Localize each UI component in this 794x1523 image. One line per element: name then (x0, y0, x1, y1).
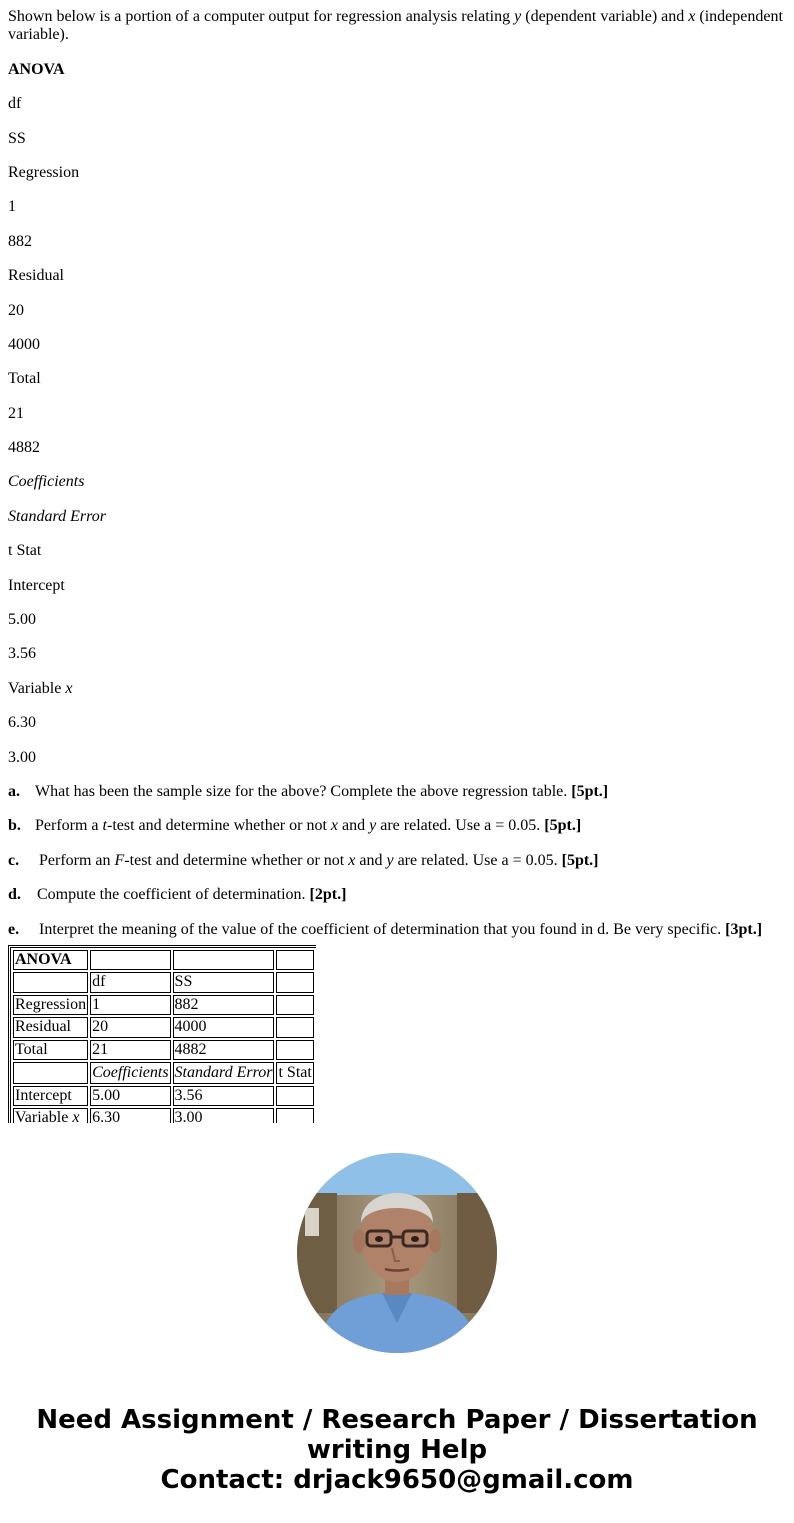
table-title: ANOVA (15, 951, 72, 968)
coefficients-line: Coefficients (8, 473, 85, 491)
anova-heading: ANOVA (8, 60, 65, 78)
tot-ss-line: 4882 (8, 439, 40, 457)
regression-table-wrapper (8, 945, 316, 1123)
footer-contact: Contact: drjack9650@gmail.com (160, 1465, 634, 1495)
variable-line: Variable x (8, 679, 73, 697)
cell-value: 4000 (173, 1017, 275, 1037)
cell-value: 4882 (173, 1040, 275, 1060)
intro-paragraph: Shown below is a portion of a computer output for regression analysis relating y (dependent variable) and x (independent variable). (8, 8, 783, 44)
cell-value: 20 (90, 1017, 170, 1037)
cell-value: 3.56 (173, 1086, 275, 1106)
regression-table (8, 945, 316, 1123)
question-a: a. What has been the sample size for the above? Complete the above regression table. [5pt.] (8, 782, 609, 800)
residual-line: Residual (8, 267, 64, 285)
intercept-line: Intercept (8, 576, 65, 594)
res-ss-line: 4000 (8, 335, 40, 353)
int-coef-line: 5.00 (8, 611, 36, 629)
table-row (13, 1040, 314, 1060)
header-std-error: Standard Error (174, 1063, 273, 1081)
ss-line: SS (8, 129, 26, 147)
question-b: b. Perform a t-test and determine whether or not x and y are related. Use a = 0.05. [5pt.] (8, 817, 582, 835)
cell-value: 882 (173, 995, 275, 1015)
table-row (13, 1108, 314, 1123)
t-stat-line: t Stat (8, 542, 42, 560)
table-row (13, 972, 314, 992)
row-label: Regression (13, 995, 88, 1015)
reg-df-line: 1 (8, 198, 16, 216)
header-ss: SS (173, 972, 275, 992)
regression-line: Regression (8, 163, 80, 181)
cell-value: 21 (90, 1040, 170, 1060)
question-e: e. Interpret the meaning of the value of the coefficient of determination that you found in d. Be very specific. [3pt.] (8, 920, 763, 938)
footer-line-1: Need Assignment / Research Paper / Dissertation (36, 1405, 758, 1435)
total-line: Total (8, 370, 41, 388)
cell-value: 1 (90, 995, 170, 1015)
std-error-line: Standard Error (8, 507, 106, 525)
tutor-portrait-icon (297, 1153, 497, 1353)
footer-line-2: writing Help (306, 1435, 488, 1465)
header-coefficients: Coefficients (92, 1063, 169, 1081)
cell-value: 3.00 (173, 1108, 275, 1123)
row-label: Total (13, 1040, 88, 1060)
tutor-photo-avatar (297, 1153, 497, 1353)
cell-value: 5.00 (90, 1086, 170, 1106)
table-row (13, 1017, 314, 1037)
row-label: Residual (13, 1017, 88, 1037)
header-t-stat: t Stat (276, 1062, 313, 1084)
df-line: df (8, 95, 22, 113)
row-label: Intercept (13, 1086, 88, 1106)
tot-df-line: 21 (8, 404, 24, 422)
header-df: df (90, 972, 170, 992)
document-body (8, 8, 786, 955)
question-d: d. Compute the coefficient of determination. [2pt.] (8, 886, 347, 904)
question-c: c. Perform an F-test and determine whether or not x and y are related. Use a = 0.05. [5pt.] (8, 851, 599, 869)
table-row (13, 995, 314, 1015)
int-se-line: 3.56 (8, 645, 36, 663)
table-row (13, 950, 314, 970)
row-label: Variable x (13, 1108, 88, 1123)
cell-value: 6.30 (90, 1108, 170, 1123)
table-row (13, 1086, 314, 1106)
var-se-line: 3.00 (8, 748, 36, 766)
res-df-line: 20 (8, 301, 24, 319)
table-row (13, 1062, 314, 1084)
var-coef-line: 6.30 (8, 714, 36, 732)
footer-banner (0, 1405, 794, 1495)
reg-ss-line: 882 (8, 232, 32, 250)
